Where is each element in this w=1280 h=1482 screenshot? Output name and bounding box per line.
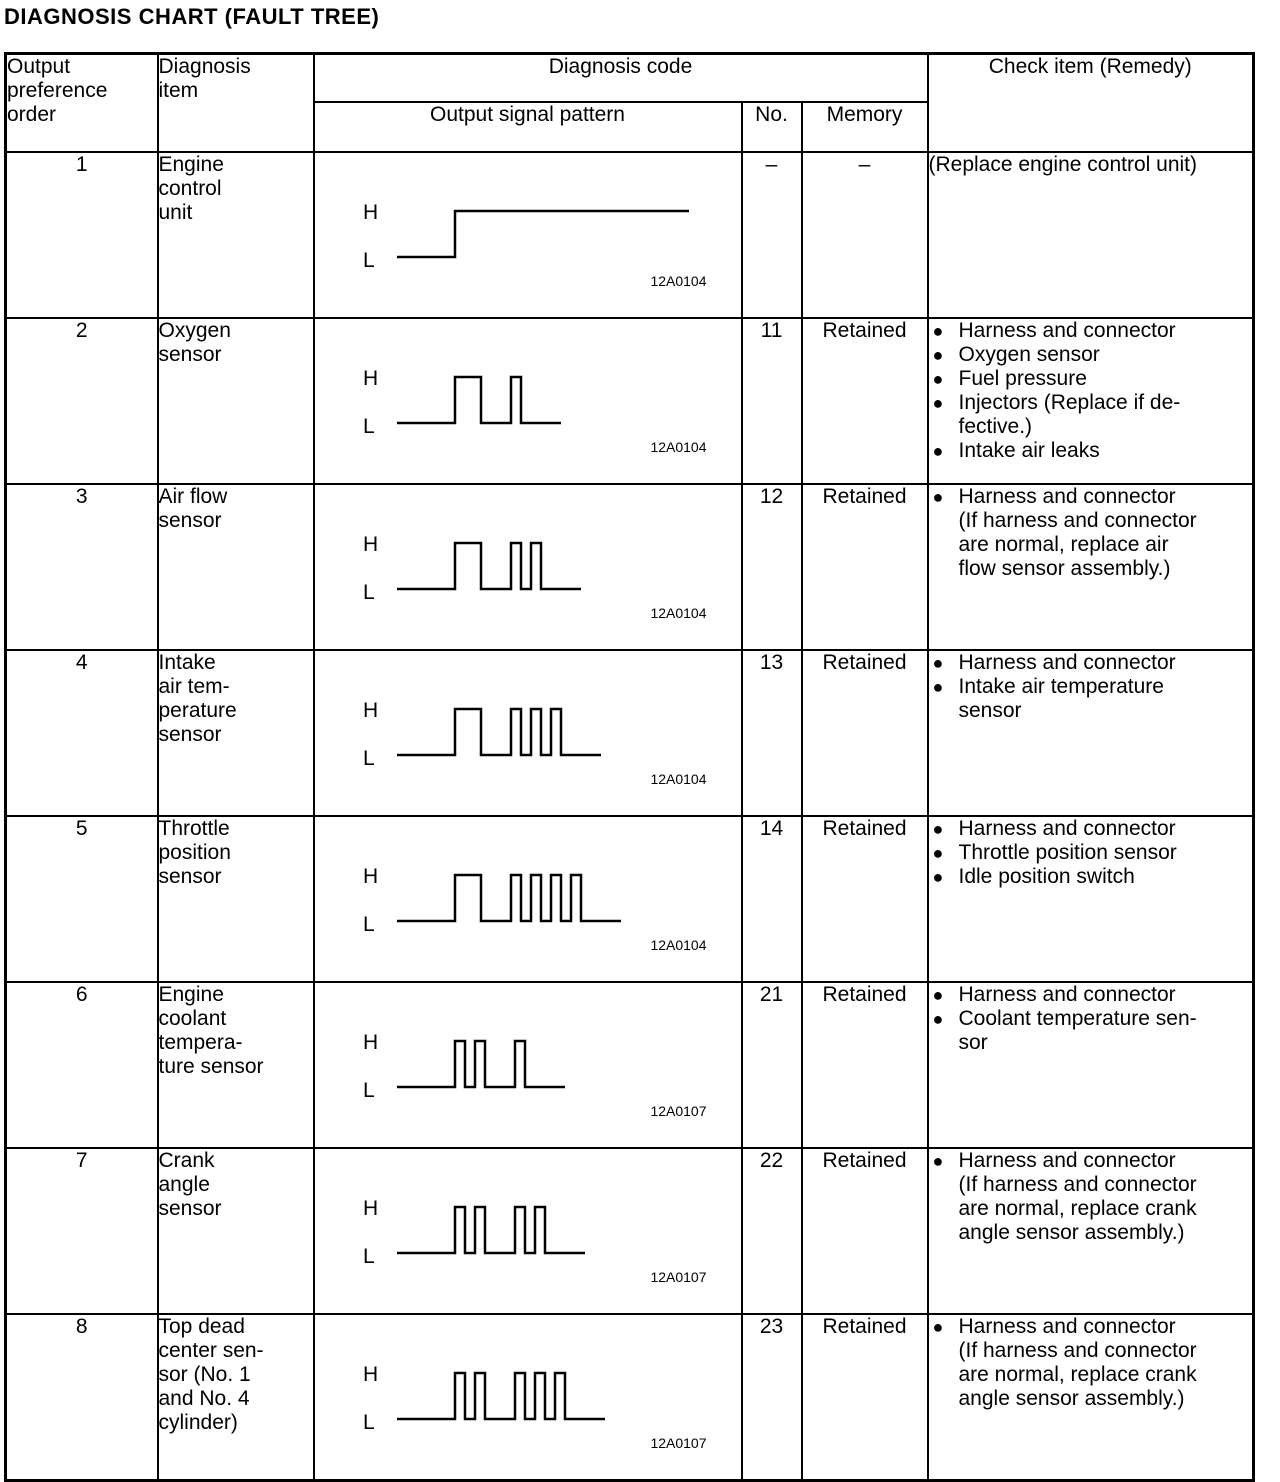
check-item: [929, 817, 1253, 841]
bullet-icon: ●: [932, 677, 944, 697]
output-order-cell: 1: [6, 152, 158, 318]
check-item: [929, 865, 1253, 889]
memory-cell: Retained: [802, 1314, 928, 1480]
code-number-cell: 12: [742, 484, 802, 650]
figure-code: 12A0104: [650, 937, 707, 953]
check-item-list: [929, 817, 1253, 889]
memory-cell: Retained: [802, 484, 928, 650]
check-item: [929, 841, 1253, 865]
figure-code: 12A0107: [650, 1103, 707, 1119]
table-row: [6, 1148, 1254, 1314]
code-number-cell: 22: [742, 1148, 802, 1314]
memory-cell: Retained: [802, 816, 928, 982]
figure-code: 12A0107: [650, 1269, 707, 1285]
signal-waveform: [315, 1149, 743, 1315]
signal-trace: [397, 211, 689, 257]
check-item-list: [929, 1315, 1253, 1339]
signal-low-label: L: [362, 1411, 375, 1434]
diagnosis-item-cell: Intake air tem- perature sensor: [158, 650, 314, 816]
code-number-cell: –: [742, 152, 802, 318]
signal-trace: [397, 543, 581, 589]
check-item: [929, 651, 1253, 675]
bullet-icon: ●: [932, 441, 944, 461]
code-number-cell: 13: [742, 650, 802, 816]
figure-code: 12A0104: [650, 605, 707, 621]
check-item-list: [929, 983, 1253, 1055]
signal-waveform: [315, 485, 743, 651]
output-order-cell: 2: [6, 318, 158, 484]
memory-cell: –: [802, 152, 928, 318]
bullet-icon: ●: [932, 867, 944, 887]
code-number-cell: 23: [742, 1314, 802, 1480]
check-item-text: Harness and connector: [958, 319, 1176, 342]
check-item: [929, 343, 1253, 367]
page-title: DIAGNOSIS CHART (FAULT TREE): [4, 4, 380, 29]
check-item-text: Harness and connector: [958, 983, 1176, 1006]
header-output-signal-pattern: Output signal pattern: [314, 102, 742, 152]
check-item-cell: [928, 650, 1254, 816]
bullet-icon: ●: [932, 1151, 944, 1171]
output-order-cell: 4: [6, 650, 158, 816]
memory-cell: Retained: [802, 318, 928, 484]
bullet-icon: ●: [932, 487, 944, 507]
check-item-note: (If harness and connector are normal, replace crank angle sensor assembly.): [958, 1339, 1197, 1410]
output-order-cell: 5: [6, 816, 158, 982]
check-item-list: [929, 485, 1253, 509]
signal-trace: [397, 377, 561, 423]
check-item-cell: [928, 816, 1254, 982]
signal-pattern-cell: [314, 650, 742, 816]
signal-pattern-cell: [314, 318, 742, 484]
diagnosis-item-cell: Air flow sensor: [158, 484, 314, 650]
check-remedy-text: (Replace engine control unit): [928, 153, 1197, 176]
signal-trace: [397, 1207, 585, 1253]
header-diagnosis-code: Diagnosis code: [314, 54, 928, 103]
signal-waveform: [315, 319, 743, 485]
memory-cell: Retained: [802, 650, 928, 816]
table-row: [6, 1314, 1254, 1480]
check-item-text: Oxygen sensor: [958, 343, 1100, 366]
diagnosis-item-cell: Crank angle sensor: [158, 1148, 314, 1314]
signal-pattern-cell: [314, 484, 742, 650]
check-item-text: Harness and connector: [958, 1149, 1176, 1172]
check-item-cell: [928, 318, 1254, 484]
signal-pattern-cell: [314, 152, 742, 318]
table-header: [6, 54, 1254, 153]
check-item-text: Injectors (Replace if de- fective.): [958, 391, 1181, 438]
check-item-cell: [928, 1314, 1254, 1480]
signal-trace: [397, 875, 621, 921]
memory-cell: Retained: [802, 982, 928, 1148]
output-order-cell: 3: [6, 484, 158, 650]
table-row: [6, 982, 1254, 1148]
bullet-icon: ●: [932, 653, 944, 673]
check-item-text: Coolant temperature sen- sor: [958, 1007, 1197, 1054]
bullet-icon: ●: [932, 819, 944, 839]
check-item-text: Harness and connector: [958, 651, 1176, 674]
code-number-cell: 11: [742, 318, 802, 484]
check-item: [929, 391, 1253, 439]
table-row: [6, 152, 1254, 318]
signal-low-label: L: [362, 747, 375, 770]
signal-pattern-cell: [314, 1148, 742, 1314]
signal-trace: [397, 1373, 605, 1419]
check-item-text: Intake air temperature sensor: [958, 675, 1164, 722]
signal-high-label: H: [362, 1197, 378, 1220]
signal-high-label: H: [362, 367, 378, 390]
signal-low-label: L: [362, 249, 375, 272]
signal-trace: [397, 1041, 565, 1087]
header-item: Diagnosis item: [158, 54, 314, 153]
signal-low-label: L: [362, 415, 375, 438]
signal-waveform: [315, 983, 743, 1149]
code-number-cell: 14: [742, 816, 802, 982]
signal-high-label: H: [362, 865, 378, 888]
header-order: Output preference order: [6, 54, 158, 153]
check-item: [929, 319, 1253, 343]
signal-high-label: H: [362, 699, 378, 722]
signal-pattern-cell: [314, 1314, 742, 1480]
bullet-icon: ●: [932, 393, 944, 413]
table-body: [6, 152, 1254, 1480]
diagnosis-table: [4, 52, 1255, 1482]
check-item-note: (If harness and connector are normal, replace crank angle sensor assembly.): [958, 1173, 1197, 1244]
bullet-icon: ●: [932, 321, 944, 341]
check-item-text: Intake air leaks: [958, 439, 1100, 462]
figure-code: 12A0107: [650, 1435, 707, 1451]
signal-high-label: H: [362, 1363, 378, 1386]
check-item: [929, 439, 1253, 463]
check-item: [929, 1149, 1253, 1173]
check-item-note: (If harness and connector are normal, replace air flow sensor assembly.): [958, 509, 1197, 580]
check-item: [929, 485, 1253, 509]
bullet-icon: ●: [932, 1009, 944, 1029]
bullet-icon: ●: [932, 369, 944, 389]
output-order-cell: 7: [6, 1148, 158, 1314]
check-item: [929, 367, 1253, 391]
signal-high-label: H: [362, 1031, 378, 1054]
check-item-cell: [928, 484, 1254, 650]
diagnosis-item-cell: Engine control unit: [158, 152, 314, 318]
check-item: [929, 675, 1253, 723]
check-item: [929, 983, 1253, 1007]
check-item-text: Fuel pressure: [958, 367, 1087, 390]
check-item: [929, 1315, 1253, 1339]
figure-code: 12A0104: [650, 273, 707, 289]
memory-cell: Retained: [802, 1148, 928, 1314]
check-item-text: Harness and connector: [958, 485, 1176, 508]
diagnosis-item-cell: Engine coolant tempera- ture sensor: [158, 982, 314, 1148]
diagnosis-item-cell: Oxygen sensor: [158, 318, 314, 484]
signal-low-label: L: [362, 581, 375, 604]
signal-waveform: [315, 1315, 743, 1481]
diagnosis-item-cell: Top dead center sen- sor (No. 1 and No. 4 cylinder): [158, 1314, 314, 1480]
signal-pattern-cell: [314, 982, 742, 1148]
table-row: [6, 484, 1254, 650]
bullet-icon: ●: [932, 985, 944, 1005]
code-number-cell: 21: [742, 982, 802, 1148]
table-row: [6, 650, 1254, 816]
check-item-list: [929, 651, 1253, 723]
bullet-icon: ●: [932, 1317, 944, 1337]
signal-waveform: [315, 153, 743, 319]
figure-code: 12A0104: [650, 771, 707, 787]
header-code-number: No.: [742, 102, 802, 152]
check-item-cell: [928, 1148, 1254, 1314]
signal-trace: [397, 709, 601, 755]
check-item-text: Idle position switch: [958, 865, 1135, 888]
bullet-icon: ●: [932, 843, 944, 863]
table-row: [6, 816, 1254, 982]
signal-waveform: [315, 651, 743, 817]
diagnosis-item-cell: Throttle position sensor: [158, 816, 314, 982]
signal-low-label: L: [362, 913, 375, 936]
figure-code: 12A0104: [650, 439, 707, 455]
check-item-text: Harness and connector: [958, 817, 1176, 840]
signal-high-label: H: [362, 533, 378, 556]
check-item-list: [929, 319, 1253, 463]
bullet-icon: ●: [932, 345, 944, 365]
check-item-text: Throttle position sensor: [958, 841, 1177, 864]
check-item-list: [929, 1149, 1253, 1173]
header-check-item: Check item (Remedy): [928, 54, 1254, 153]
check-item-cell: [928, 982, 1254, 1148]
output-order-cell: 8: [6, 1314, 158, 1480]
signal-high-label: H: [362, 201, 378, 224]
output-order-cell: 6: [6, 982, 158, 1148]
signal-low-label: L: [362, 1079, 375, 1102]
signal-waveform: [315, 817, 743, 983]
check-item-text: Harness and connector: [958, 1315, 1176, 1338]
check-item-cell: [928, 152, 1254, 318]
signal-pattern-cell: [314, 816, 742, 982]
signal-low-label: L: [362, 1245, 375, 1268]
table-row: [6, 318, 1254, 484]
check-item: [929, 1007, 1253, 1055]
header-memory: Memory: [802, 102, 928, 152]
